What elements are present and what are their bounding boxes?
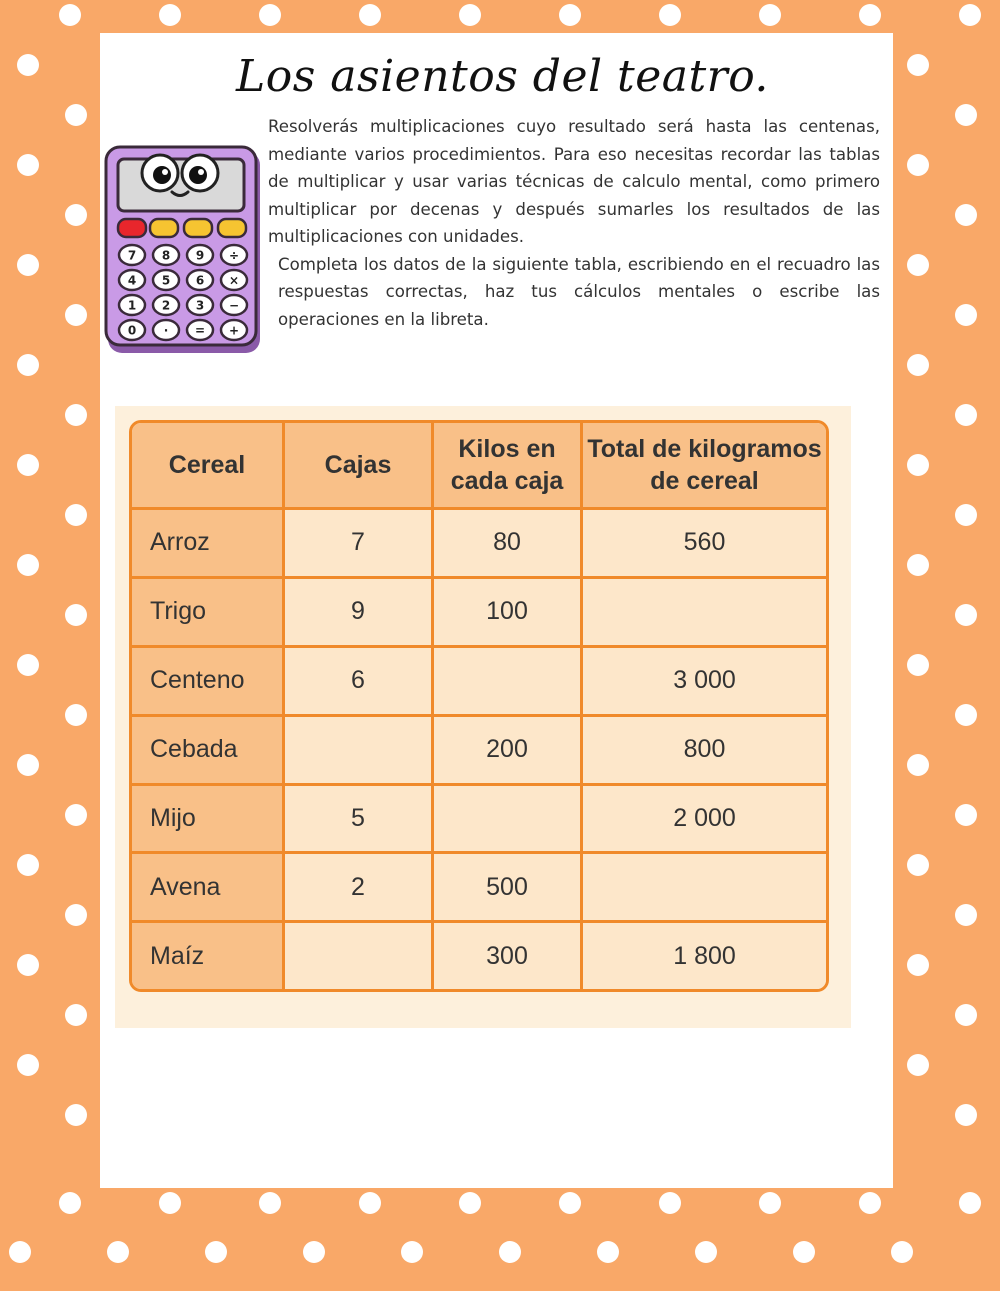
frame-dot	[459, 1192, 481, 1214]
frame-dot	[459, 4, 481, 26]
instructions-paragraph-2: Completa los datos de la siguiente tabla, escribiendo en el recuadro las respuestas correctas, haz tus cálculos mentales o escribe las operaciones en la libreta.	[278, 254, 880, 329]
cell-kilos[interactable]: 80	[433, 509, 582, 578]
frame-dot	[17, 354, 39, 376]
frame-dot	[401, 1241, 423, 1263]
frame-dot	[59, 4, 81, 26]
frame-dot	[955, 104, 977, 126]
header-total: Total de kilogramos de cereal	[582, 423, 827, 509]
table-row	[132, 577, 826, 646]
frame-dot	[65, 804, 87, 826]
frame-dot	[65, 504, 87, 526]
frame-dot	[59, 1192, 81, 1214]
frame-dot	[259, 4, 281, 26]
cell-kilos[interactable]: 200	[433, 715, 582, 784]
calculator-key-label: −	[228, 298, 240, 313]
calculator-key-label: =	[194, 323, 206, 338]
frame-dot	[17, 454, 39, 476]
frame-dot	[159, 4, 181, 26]
frame-dot	[907, 754, 929, 776]
cell-cereal: Trigo	[132, 577, 284, 646]
frame-dot	[955, 804, 977, 826]
cell-cajas[interactable]	[284, 715, 433, 784]
frame-dot	[65, 304, 87, 326]
calculator-key-label: 9	[195, 248, 205, 263]
calculator-key-label: 6	[195, 273, 205, 288]
cell-cereal: Maíz	[132, 922, 284, 989]
frame-dot	[17, 854, 39, 876]
frame-dot	[907, 254, 929, 276]
calculator-key-label: ·	[163, 323, 169, 338]
cell-kilos[interactable]	[433, 646, 582, 715]
frame-dot	[955, 204, 977, 226]
frame-dot	[65, 904, 87, 926]
frame-dot	[955, 404, 977, 426]
calculator-key-label: 7	[127, 248, 137, 263]
cell-total[interactable]	[582, 577, 827, 646]
cell-total[interactable]	[582, 853, 827, 922]
cell-kilos[interactable]: 500	[433, 853, 582, 922]
table-panel	[115, 406, 851, 1028]
frame-dot	[65, 1004, 87, 1026]
frame-dot	[17, 54, 39, 76]
cell-cajas[interactable]: 7	[284, 509, 433, 578]
frame-dot	[759, 1192, 781, 1214]
frame-dot	[695, 1241, 717, 1263]
instructions-paragraph-1: Resolverás multiplicaciones cuyo resultado será hasta las centenas, mediante varios procedimientos. Para eso necesitas recordar las tablas de multiplicar y usar varias técnicas de calculo mental, como primero multiplicar por decenas y después sumarles los resultados de las multiplicaciones con unidades.	[268, 117, 880, 246]
frame-dot	[959, 1192, 981, 1214]
frame-dot	[907, 654, 929, 676]
calculator-key-label: ×	[228, 273, 240, 288]
table-row	[132, 853, 826, 922]
frame-dot	[65, 704, 87, 726]
table-row	[132, 509, 826, 578]
frame-dot	[759, 4, 781, 26]
frame-dot	[65, 204, 87, 226]
frame-dot	[955, 604, 977, 626]
cell-cereal: Centeno	[132, 646, 284, 715]
frame-dot	[359, 1192, 381, 1214]
calculator-icon	[104, 145, 264, 357]
frame-dot	[303, 1241, 325, 1263]
frame-dot	[907, 954, 929, 976]
frame-dot	[559, 4, 581, 26]
cell-total[interactable]: 3 000	[582, 646, 827, 715]
cell-total[interactable]: 2 000	[582, 784, 827, 853]
frame-dot	[159, 1192, 181, 1214]
frame-dot	[793, 1241, 815, 1263]
frame-dot	[17, 254, 39, 276]
cell-kilos[interactable]: 100	[433, 577, 582, 646]
frame-dot	[205, 1241, 227, 1263]
frame-dot	[955, 504, 977, 526]
frame-dot	[17, 554, 39, 576]
table-row	[132, 715, 826, 784]
table-header-row	[132, 423, 826, 509]
frame-dot	[65, 104, 87, 126]
header-cereal: Cereal	[132, 423, 284, 509]
frame-dot	[907, 854, 929, 876]
frame-dot	[907, 354, 929, 376]
cell-cajas[interactable]: 6	[284, 646, 433, 715]
calculator-key-label: 4	[127, 273, 137, 288]
header-kilos: Kilos en cada caja	[433, 423, 582, 509]
cell-cereal: Arroz	[132, 509, 284, 578]
frame-dot	[9, 1241, 31, 1263]
frame-dot	[359, 4, 381, 26]
frame-dot	[891, 1241, 913, 1263]
calculator-key-label: 2	[161, 298, 171, 313]
frame-dot	[859, 1192, 881, 1214]
frame-dot	[955, 904, 977, 926]
frame-dot	[955, 1104, 977, 1126]
frame-dot	[17, 1054, 39, 1076]
frame-dot	[499, 1241, 521, 1263]
cell-kilos[interactable]: 300	[433, 922, 582, 989]
calculator-key-label: 8	[161, 248, 171, 263]
frame-dot	[907, 554, 929, 576]
frame-dot	[859, 4, 881, 26]
frame-dot	[907, 54, 929, 76]
calculator-key-label: 1	[127, 298, 137, 313]
frame-dot	[17, 954, 39, 976]
frame-dot	[107, 1241, 129, 1263]
cell-total[interactable]: 800	[582, 715, 827, 784]
table-row	[132, 646, 826, 715]
frame-dot	[559, 1192, 581, 1214]
cell-cajas[interactable]	[284, 922, 433, 989]
frame-dot	[955, 1004, 977, 1026]
frame-dot	[907, 1054, 929, 1076]
worksheet-page	[100, 33, 893, 1188]
frame-dot	[659, 1192, 681, 1214]
cell-cereal: Cebada	[132, 715, 284, 784]
table-row	[132, 922, 826, 989]
calculator-key-label: 0	[127, 323, 137, 338]
frame-dot	[955, 304, 977, 326]
page-title: Los asientos del teatro.	[236, 51, 769, 102]
frame-dot	[959, 4, 981, 26]
frame-dot	[955, 704, 977, 726]
cereal-table-container	[129, 420, 829, 992]
cell-cajas[interactable]: 5	[284, 784, 433, 853]
frame-dot	[597, 1241, 619, 1263]
calculator-key-label: ÷	[228, 248, 240, 263]
calculator-key-label: 3	[195, 298, 205, 313]
frame-dot	[17, 154, 39, 176]
cell-cereal: Mijo	[132, 784, 284, 853]
cell-total[interactable]: 1 800	[582, 922, 827, 989]
frame-dot	[17, 754, 39, 776]
header-cajas: Cajas	[284, 423, 433, 509]
table-row	[132, 784, 826, 853]
frame-dot	[907, 154, 929, 176]
cell-cereal: Avena	[132, 853, 284, 922]
cell-cajas[interactable]: 9	[284, 577, 433, 646]
frame-dot	[659, 4, 681, 26]
cereal-table	[132, 423, 826, 989]
frame-dot	[259, 1192, 281, 1214]
cell-total[interactable]: 560	[582, 509, 827, 578]
cell-kilos[interactable]	[433, 784, 582, 853]
frame-dot	[65, 1104, 87, 1126]
frame-dot	[65, 404, 87, 426]
frame-dot	[17, 654, 39, 676]
frame-dot	[907, 454, 929, 476]
calculator-key-label: 5	[161, 273, 171, 288]
calculator-key-label: +	[228, 323, 240, 338]
cell-cajas[interactable]: 2	[284, 853, 433, 922]
frame-dot	[65, 604, 87, 626]
instructions	[268, 113, 880, 333]
